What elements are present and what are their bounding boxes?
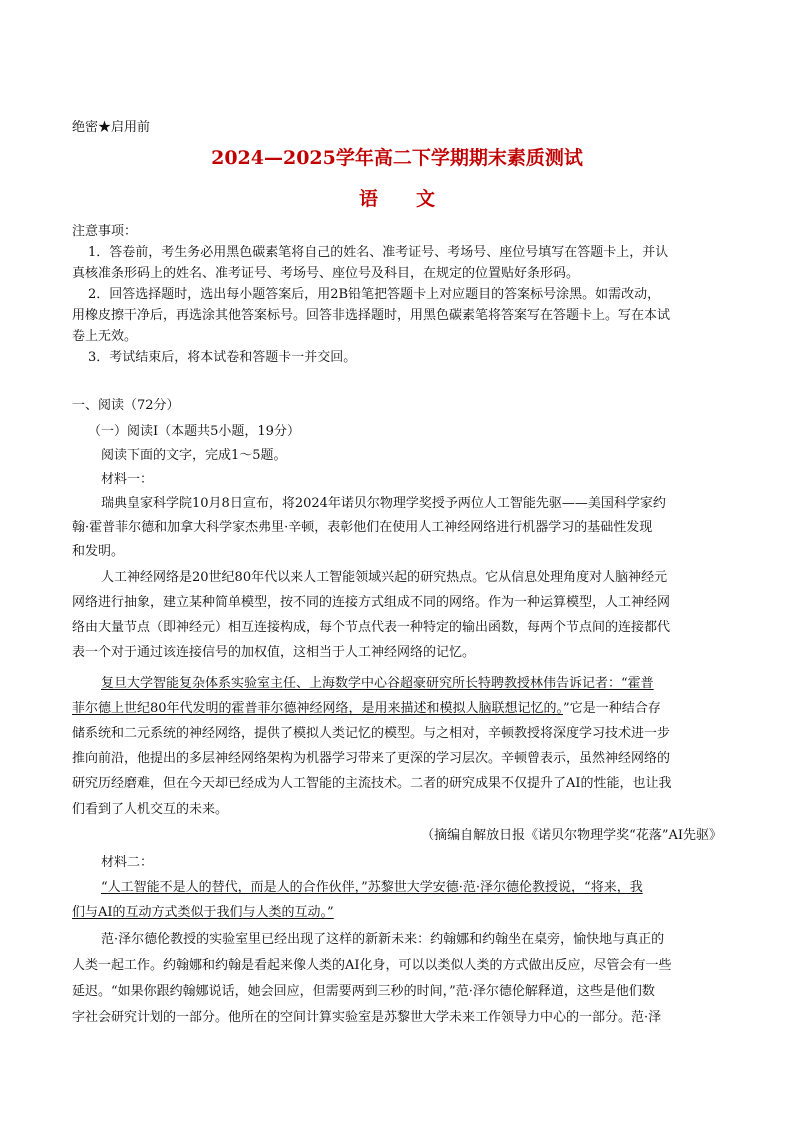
underlined-quote-line: 们与AI的互动方式类似于我们与人类的互动。” xyxy=(72,905,334,920)
material-two-label: 材料二： xyxy=(101,855,154,870)
notice-line: 卷上无效。 xyxy=(72,329,138,344)
paragraph-line: 范·泽尔德伦教授的实验室里已经出现了这样的新新未来：约翰娜和约翰坐在桌旁，愉快地与真正的 xyxy=(101,932,665,947)
paragraph-continuation: ”它是一种结合存 xyxy=(563,701,661,716)
exam-title: 2024—2025学年高二下学期期末素质测试 xyxy=(211,147,583,169)
notice-line: 用橡皮擦干净后，再选涂其他答案标号。回答非选择题时，用黑色碳素笔将答案写在答题卡上。写在本试 xyxy=(72,308,671,323)
paragraph-line: 人类一起工作。约翰娜和约翰是看起来像人类的AI化身，可以以类似人类的方式做出反应，尽管会有一些 xyxy=(72,958,672,973)
section-heading: 一、阅读（72分） xyxy=(72,398,180,413)
paragraph-line: 储系统和二元系统的神经网络，提供了模拟人类记忆的模型。与之相对，辛顿教授将深度学习技术进一步 xyxy=(72,726,671,741)
subsection-heading: （一）阅读Ⅰ（本题共5小题，19分） xyxy=(88,424,300,439)
underlined-quote-end: 菲尔德上世纪80年代发明的霍普菲尔德神经网络，是用来描述和模拟人脑联想记忆的。 xyxy=(72,701,564,716)
underlined-quote-line: “人工智能不是人的替代，而是人的合作伙伴，”苏黎世大学安德·范·泽尔德伦教授说，“将来，我 xyxy=(101,880,643,895)
paragraph-line: 字社会研究计划的一部分。他所在的空间计算实验室是苏黎世大学未来工作领导力中心的一部分。范·泽 xyxy=(72,1010,662,1025)
paragraph-line: 研究历经磨难，但在今天却已经成为人工智能的主流技术。二者的研究成果不仅提升了AI的性能，也让我 xyxy=(72,776,672,791)
reading-instruction: 阅读下面的文字，完成1～5题。 xyxy=(101,448,287,463)
paragraph-line: 表一个对于通过该连接信号的加权值，这相当于人工神经网络的记忆。 xyxy=(72,645,476,660)
paragraph-line: 人工神经网络是20世纪80年代以来人工智能领域兴起的研究热点。它从信息处理角度对人脑神经元 xyxy=(101,570,668,585)
subject-title: 语 文 xyxy=(358,188,435,210)
material-one-label: 材料一： xyxy=(101,472,154,487)
paragraph-line: 络由大量节点（即神经元）相互连接构成，每个节点代表一种特定的输出函数，每两个节点间的连接都代 xyxy=(72,620,671,635)
notice-line: 真核准条形码上的姓名、准考证号、考场号、座位号及科目，在规定的位置贴好条形码。 xyxy=(72,266,580,281)
paragraph-line: 推向前沿，他提出的多层神经网络架构为机器学习带来了更深的学习层次。辛顿曾表示，虽然神经网络的 xyxy=(72,751,671,766)
paragraph-line: 瑞典皇家科学院10月8日宣布，将2024年诺贝尔物理学奖授予两位人工智能先驱——美国科学家约 xyxy=(101,496,666,511)
underlined-quote-line: 复旦大学智能复杂体系实验室主任、上海数学中心谷超豪研究所长特聘教授林伟告诉记者：“霍普 xyxy=(101,676,654,691)
source-citation: （摘编自解放日报《诺贝尔物理学奖“花落”AI先驱》 xyxy=(421,828,722,843)
paragraph-line: 延迟。“如果你跟约翰娜说话，她会回应，但需要两到三秒的时间，”范·泽尔德伦解释道，这些是他们数 xyxy=(72,984,655,999)
paragraph-line: 网络进行抽象，建立某种简单模型，按不同的连接方式组成不同的网络。作为一种运算模型，人工神经网 xyxy=(72,595,671,610)
notice-line: 1．答卷前，考生务必用黑色碳素笔将自己的姓名、准考证号、考场号、座位号填写在答题卡上，并认 xyxy=(88,245,669,260)
paragraph-line: 和发明。 xyxy=(72,544,125,559)
confidential-label: 绝密★启用前 xyxy=(72,120,151,135)
notice-line: 2．回答选择题时，选出每小题答案后，用2B铅笔把答题卡上对应题目的答案标号涂黑。如需改动， xyxy=(88,287,661,302)
notice-heading: 注意事项： xyxy=(72,224,138,239)
paragraph-line: 们看到了人机交互的未来。 xyxy=(72,802,229,817)
paragraph-line xyxy=(72,701,722,717)
notice-line: 3．考试结束后，将本试卷和答题卡一并交回。 xyxy=(88,350,357,365)
paragraph-line: 翰·霍普菲尔德和加拿大科学家杰弗里·辛顿，表彰他们在使用人工神经网络进行机器学习的基础性发现 xyxy=(72,520,653,535)
